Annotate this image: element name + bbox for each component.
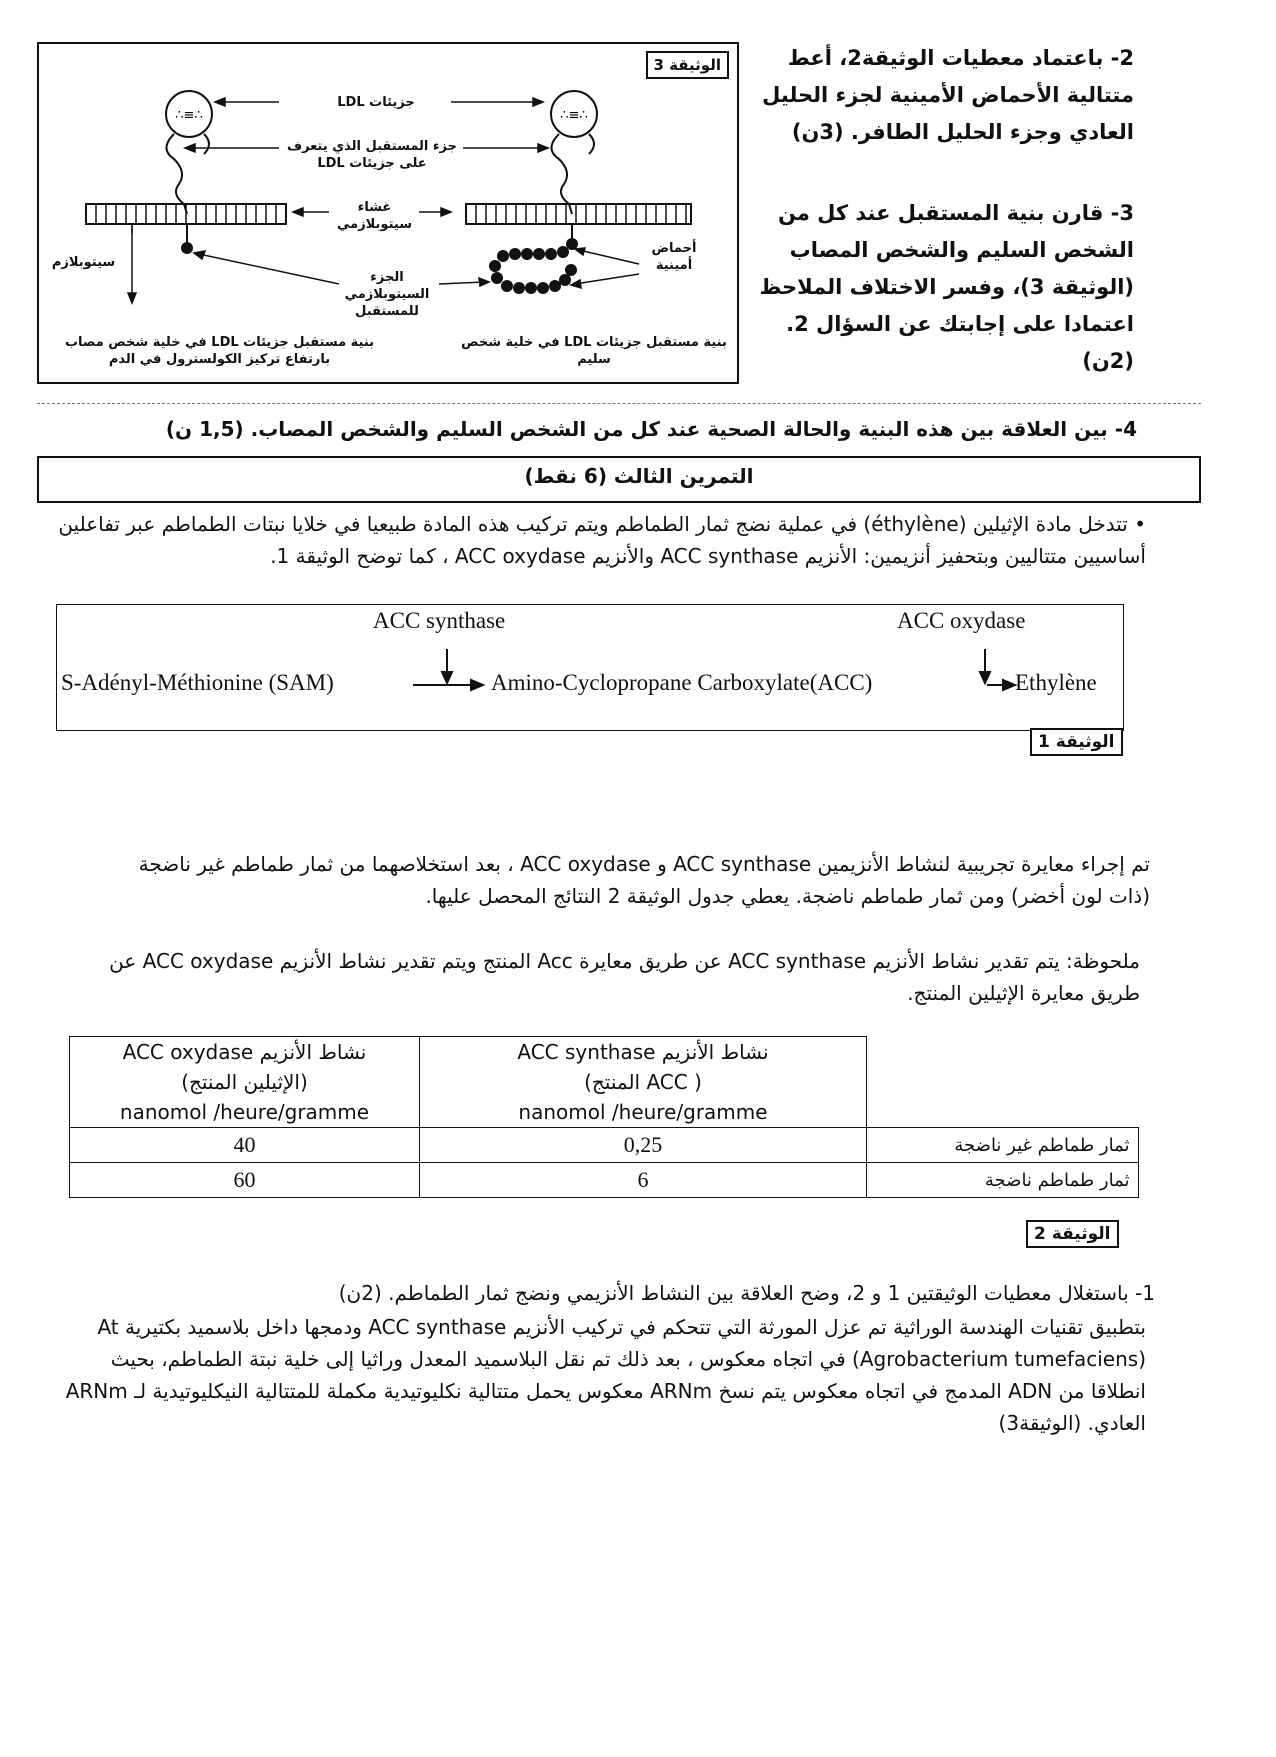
product-ethylene: Ethylène xyxy=(1015,670,1097,695)
enzyme-acc-synthase: ACC synthase xyxy=(373,608,506,633)
synthase-unripe: 0,25 xyxy=(420,1128,867,1163)
oxydase-ripe: 60 xyxy=(70,1163,420,1198)
ldl-particle-healthy xyxy=(551,91,597,137)
table-row xyxy=(70,1128,1139,1163)
caption-sick: بنية مستقبل جزيئات LDL في خلية شخص مصاب بارتفاع تركيز الكولسترول في الدم xyxy=(64,335,375,367)
svg-text:∴≡∴: ∴≡∴ xyxy=(175,108,203,123)
question-2: 2- باعتماد معطيات الوثيقة2، أعط متتالية الأحماض الأمينية لجزء الحليل العادي وجزء الحليل الطافر. (3ن) xyxy=(762,46,1134,144)
exercise-3-title-box xyxy=(37,456,1201,503)
document-1-label: الوثيقة 1 xyxy=(1030,728,1123,756)
receptor-sick-binding xyxy=(204,134,209,154)
ldl-label: جزيئات LDL xyxy=(337,95,415,110)
document-1-schema xyxy=(56,604,1124,731)
genetics-text: بتطبيق تقنيات الهندسة الوراثية تم عزل المورثة التي تتحكم في تركيب الأنزيم ACC synthase ودمجها داخل بلاسميد بكتيرية At (Agrobacterium tumefaciens) في اتجاه معكوس ، بعد ذلك تم نقل البلاسميد المعدل وراثيا إلى خلية نبتة الطماطم، بحيث انطلاقا من ADN المدمج في اتجاه معكوس يتم نسخ ARNm معكوس يحمل متتالية نكليوتيدية مكملة للمتتالية النيكليوتيدية لـ ARNm العادي. (الوثيقة3) xyxy=(65,1315,1146,1435)
receptor-sick xyxy=(167,134,188,214)
membrane-healthy xyxy=(466,204,691,224)
question-3: 3- قارن بنية المستقبل عند كل من الشخص السليم والشخص المصاب (الوثيقة 3)، وفسر الاختلاف الملاحظ اعتمادا على إجابتك عن السؤال 2. (2ن) xyxy=(759,201,1134,373)
amino-label: أحماض أمينية xyxy=(651,241,697,273)
exercise-3-title: التمرين الثالث (6 نقط) xyxy=(524,464,754,488)
cytoplasm-label: سيتوبلازم xyxy=(51,255,116,270)
figure-3-box xyxy=(37,42,739,384)
table-header-row xyxy=(70,1037,1139,1128)
receptor-part-label: جزء المستقبل الذي يتعرف على جزيئات LDL xyxy=(286,139,457,171)
row-label-unripe: ثمار طماطم غير ناضجة xyxy=(867,1128,1139,1163)
question-1: 1- باستغلال معطيات الوثيقتين 1 و 2، وضح العلاقة بين النشاط الأنزيمي ونضج ثمار الطماطم. (2ن) xyxy=(338,1281,1155,1305)
header-oxydase: نشاط الأنزيم ACC oxydase (الإثيلين المنتج) nanomol /heure/gramme xyxy=(70,1037,420,1128)
oxydase-unripe: 40 xyxy=(70,1128,420,1163)
question-4: 4- بين العلاقة بين هذه البنية والحالة الصحية عند كل من الشخص السليم والشخص المصاب. (1,5 ن) xyxy=(165,417,1137,441)
caption-healthy: بنية مستقبل جزيئات LDL في خلية شخص سليم xyxy=(461,335,727,367)
figure-3-label: الوثيقة 3 xyxy=(646,51,730,79)
substrate-sam: S-Adényl-Méthionine (SAM) xyxy=(61,670,334,695)
reaction-arrows xyxy=(57,605,1123,730)
enzyme-acc-oxydase: ACC oxydase xyxy=(897,608,1026,633)
ldl-particle-sick xyxy=(166,91,212,137)
membrane-label: غشاء سيتوبلازمي xyxy=(337,200,412,232)
table-row xyxy=(70,1163,1139,1198)
exercise-3-intro: • تتدخل مادة الإثيلين (éthylène) في عملية نضج ثمار الطماطم ويتم تركيب هذه المادة طبيعيا في خلايا نبتات الطماطم عبر تفاعلين أساسيين متتاليين وبتحفيز أنزيمين: الأنزيم ACC synthase والأنزيم ACC oxydase ، كما توضح الوثيقة 1. xyxy=(58,512,1146,568)
intermediate-acc: Amino-Cyclopropane Carboxylate(ACC) xyxy=(491,670,873,695)
divider xyxy=(37,403,1201,404)
header-synthase: نشاط الأنزيم ACC synthase ( ACC المنتج) nanomol /heure/gramme xyxy=(420,1037,867,1128)
receptor-healthy xyxy=(552,134,573,214)
cyto-part-label: الجزء السيتوبلازمي للمستقبل xyxy=(344,270,430,319)
receptor-healthy-binding xyxy=(589,134,594,154)
svg-text:∴≡∴: ∴≡∴ xyxy=(560,108,588,123)
document-2-table xyxy=(69,1036,1139,1198)
cyto-tail-healthy xyxy=(489,224,578,294)
synthase-ripe: 6 xyxy=(420,1163,867,1198)
experiment-text: تم إجراء معايرة تجريبية لنشاط الأنزيمين ACC synthase و ACC oxydase ، بعد استخلاصهما من ثمار طماطم غير ناضجة (ذات لون أخضر) ومن ثمار طماطم ناضجة. يعطي جدول الوثيقة 2 النتائج المحصل عليها. xyxy=(138,852,1150,908)
document-2-label: الوثيقة 2 xyxy=(1026,1220,1119,1248)
note-text: ملحوظة: يتم تقدير نشاط الأنزيم ACC synthase عن طريق معايرة Acc المنتج ويتم تقدير نشاط الأنزيم ACC oxydase عن طريق معايرة الإثيلين المنتج. xyxy=(109,949,1140,1005)
cyto-tail-sick xyxy=(181,242,193,254)
row-label-ripe: ثمار طماطم ناضجة xyxy=(867,1163,1139,1198)
